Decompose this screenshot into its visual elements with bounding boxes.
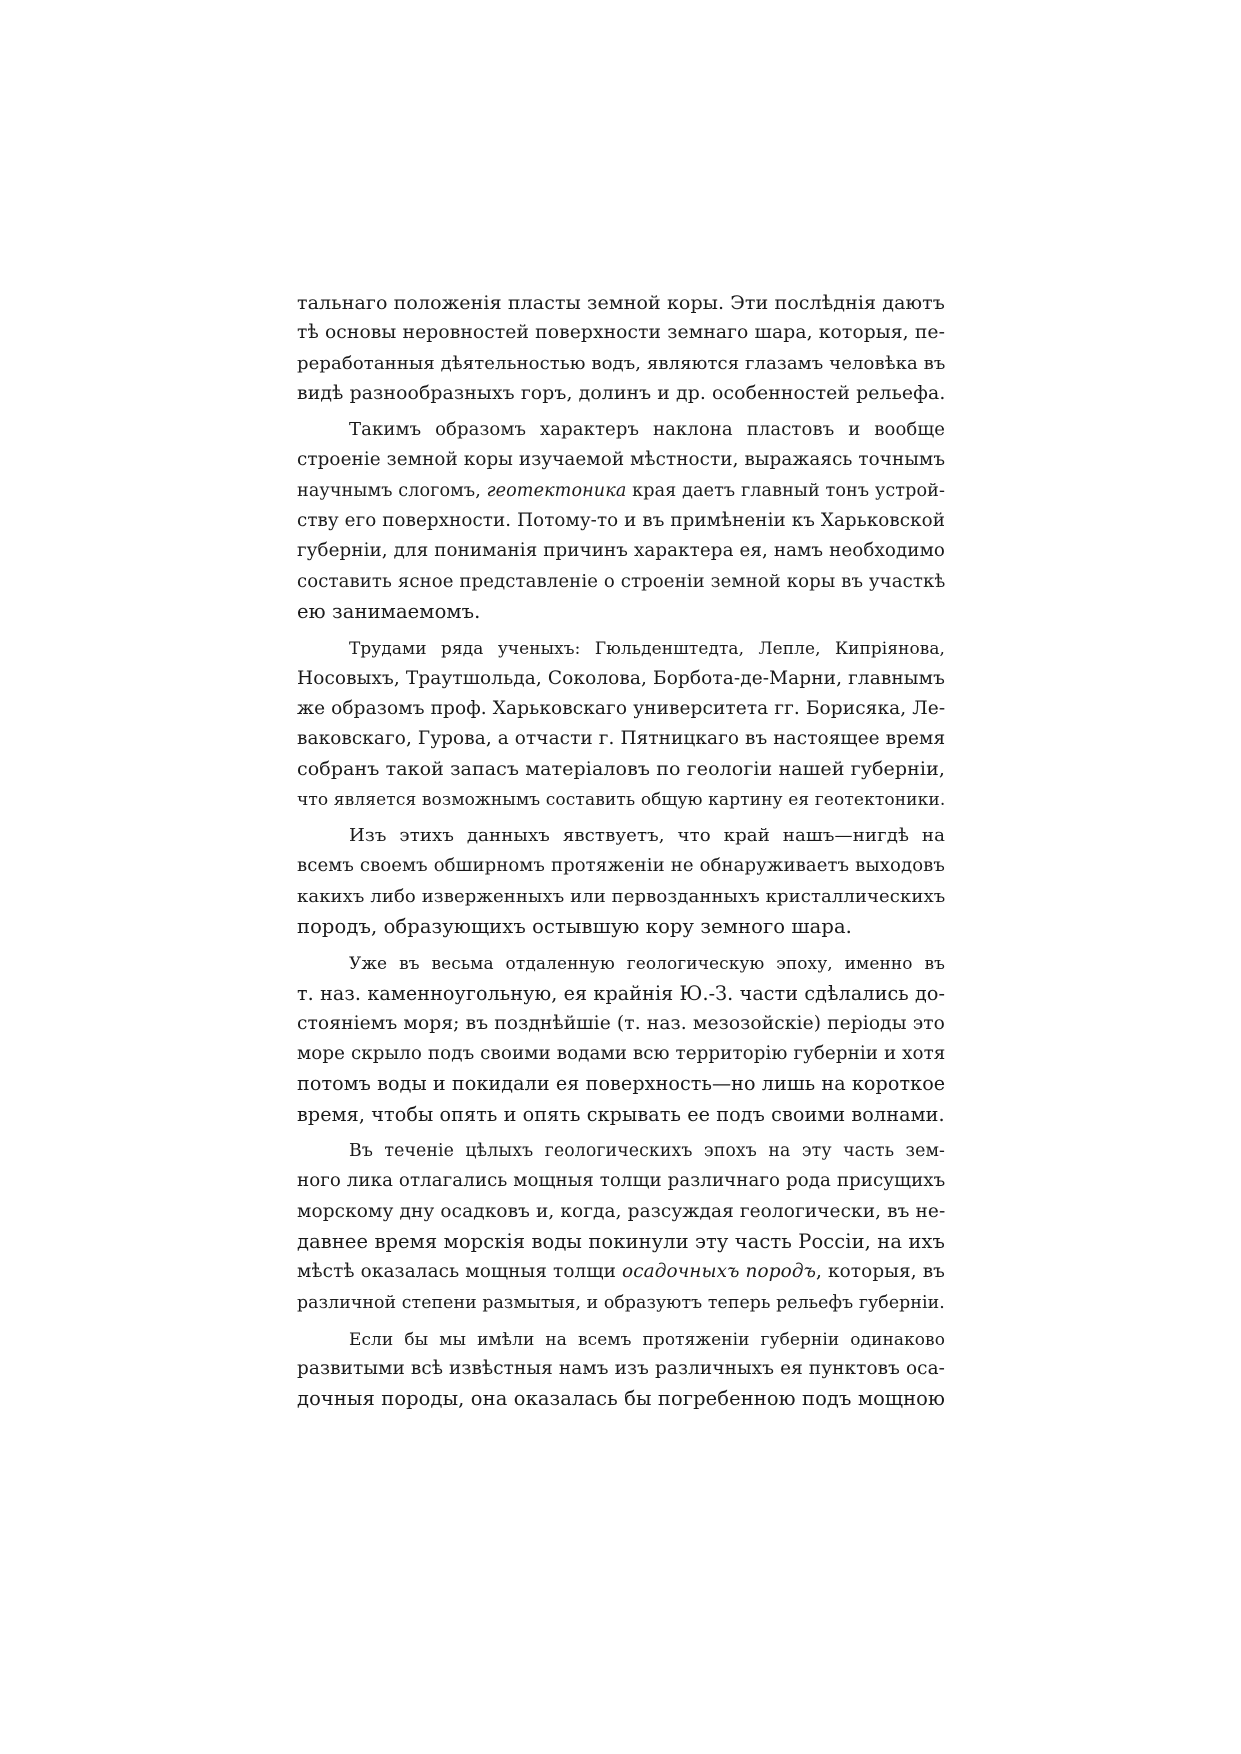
text-line: собранъ такой запасъ матеріаловъ по геологіи нашей губерніи, xyxy=(297,758,945,781)
text-line: что является возможнымъ составить общую картину ея геотектоники. xyxy=(297,789,946,810)
text-line: же образомъ проф. Харьковскаго университета гг. Борисяка, Ле- xyxy=(297,697,946,719)
text-line: время, чтобы опять и опять скрывать ее подъ своими волнами. xyxy=(297,1102,945,1126)
text-line: Уже въ весьма отдаленную геологическую эпоху, именно въ xyxy=(349,953,945,974)
text-line: стояніемъ моря; въ позднѣйшіе (т. наз. мезозойскіе) періоды это xyxy=(297,1012,945,1034)
text-line: породъ, образующихъ остывшую кору земного шара. xyxy=(297,914,852,938)
text-line: морскому дну осадковъ и, когда, разсуждая геологически, въ не- xyxy=(297,1200,946,1222)
paragraph-1 xyxy=(297,288,945,409)
text-line: Носовыхъ, Траутшольда, Соколова, Борбота-де-Марни, главнымъ xyxy=(297,667,945,689)
text-line: различной степени размытыя, и образуютъ теперь рельефъ губерніи. xyxy=(297,1292,945,1313)
document-body xyxy=(297,288,945,1421)
paragraph-5 xyxy=(297,948,945,1130)
text-line: Такимъ образомъ характеръ наклона пластовъ и вообще xyxy=(349,419,945,441)
text-line: тальнаго положенія пласты земной коры. Эти послѣднія даютъ xyxy=(297,292,946,314)
text-line: ного лика отлагались мощныя толщи различнаго рода присущихъ xyxy=(297,1170,946,1192)
text-line: строеніе земной коры изучаемой мѣстности, выражаясь точнымъ xyxy=(297,449,946,471)
text-line: какихъ либо изверженныхъ или первозданныхъ кристаллическихъ xyxy=(297,885,946,907)
paragraph-6 xyxy=(297,1136,945,1318)
paragraph-7 xyxy=(297,1324,945,1415)
text-line: научнымъ слогомъ, геотектоника края даетъ главный тонъ устрой- xyxy=(297,480,945,501)
paragraph-2 xyxy=(297,415,945,627)
text-line: Если бы мы имѣли на всемъ протяженіи губерніи одинаково xyxy=(349,1328,945,1349)
text-line: тѣ основы неровностей поверхности земнаго шара, которыя, пе- xyxy=(297,322,945,344)
paragraph-3 xyxy=(297,633,945,815)
text-line: дочныя породы, она оказалась бы погребенною подъ мощною xyxy=(297,1387,945,1411)
text-line: море скрыло подъ своими водами всю территорію губерніи и хотя xyxy=(297,1043,946,1065)
text-line: губерніи, для пониманія причинъ характера ея, намъ необходимо xyxy=(297,540,945,562)
text-line: ваковскаго, Гурова, а отчасти г. Пятницкаго въ настоящее время xyxy=(297,728,946,750)
text-line: Трудами ряда ученыхъ: Гюльденштедта, Лепле, Кипріянова, xyxy=(349,638,945,659)
text-line: всемъ своемъ обширномъ протяженіи не обнаруживаетъ выходовъ xyxy=(297,855,945,877)
text-line: давнее время морскія воды покинули эту часть Россіи, на ихъ xyxy=(297,1229,945,1253)
text-line: Въ теченіе цѣлыхъ геологическихъ эпохъ на эту часть зем- xyxy=(349,1141,945,1162)
text-line: видѣ разнообразныхъ горъ, долинъ и др. особенностей рельефа. xyxy=(297,382,946,404)
text-line: Изъ этихъ данныхъ явствуетъ, что край нашъ—нигдѣ на xyxy=(349,825,945,847)
paragraph-4 xyxy=(297,821,945,942)
text-line: составить ясное представленіе о строеніи земной коры въ участкѣ xyxy=(297,570,946,592)
text-line: развитыми всѣ извѣстныя намъ изъ различныхъ ея пунктовъ оса- xyxy=(297,1358,945,1380)
text-line: т. наз. каменноугольную, ея крайнія Ю.-З. части сдѣлались до- xyxy=(297,981,945,1005)
text-line: потомъ воды и покидали ея поверхность—но лишь на короткое xyxy=(297,1072,946,1096)
text-line: ею занимаемомъ. xyxy=(297,599,481,623)
text-line: ству его поверхности. Потому-то и въ примѣненіи къ Харьковской xyxy=(297,510,945,532)
text-line: мѣстѣ оказалась мощныя толщи осадочныхъ породъ, которыя, въ xyxy=(297,1261,946,1283)
text-line: реработанныя дѣятельностью водъ, являются глазамъ человѣка въ xyxy=(297,352,946,374)
